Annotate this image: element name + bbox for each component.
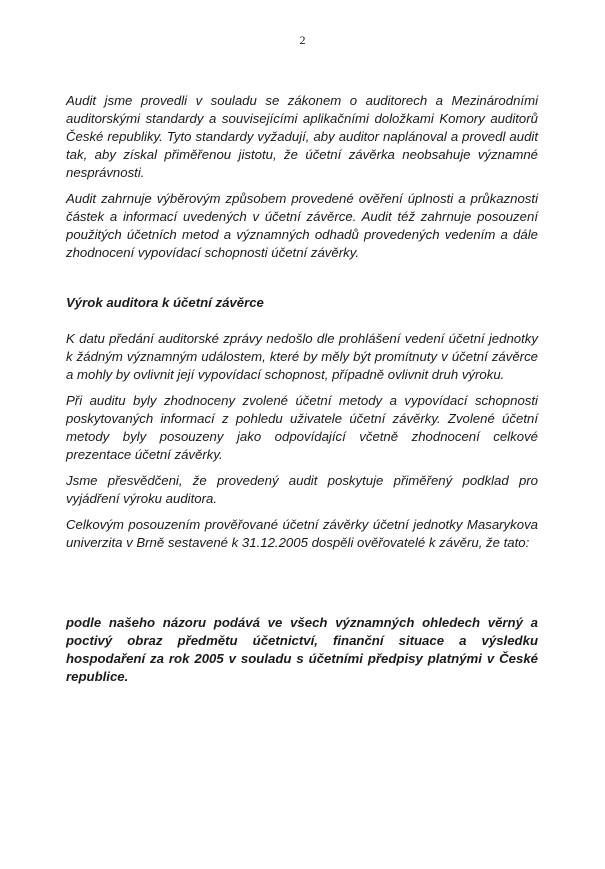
paragraph-accounting-methods: Při auditu byly zhodnoceny zvolené účetní metody a vypovídací schopnosti poskytovaných informací z pohledu uživatele účetní závěrky. Zvolené účetní metody byly posouzeny jako odpovídající včetně zhodnocení celkové prezentace účetní závěrky. <box>66 393 538 462</box>
paragraph-audit-scope: Audit zahrnuje výběrovým způsobem provedené ověření úplnosti a průkaznosti částek a informací uvedených v účetní závěrce. Audit též zahrnuje posouzení použitých účetních metod a významných odhadů provedených vedením a dále zhodnocení vypovídací schopnosti účetní závěrky. <box>66 191 538 260</box>
page-number: 2 <box>299 33 306 47</box>
paragraph-reasonable-basis: Jsme přesvědčeni, že provedený audit poskytuje přiměřený podklad pro vyjádření výroku auditora. <box>66 473 538 506</box>
audit-conclusion: podle našeho názoru podává ve všech významných ohledech věrný a poctivý obraz předmětu účetnictví, finanční situace a výsledku hospodaření za rok 2005 v souladu s účetními předpisy platnými v České republice. <box>66 615 538 684</box>
paragraph-overall-assessment: Celkovým posouzením prověřované účetní závěrky účetní jednotky Masarykova univerzita v Brně sestavené k 31.12.2005 dospěli ověřovatelé k závěru, že tato: <box>66 517 538 550</box>
section-heading-auditor-opinion: Výrok auditora k účetní závěrce <box>66 295 264 310</box>
paragraph-audit-standards: Audit jsme provedli v souladu se zákonem o auditorech a Mezinárodními auditorskými standardy a souvisejícími aplikačními doložkami Komory auditorů České republiky. Tyto standardy vyžadují, aby auditor naplánoval a provedl audit tak, aby získal přiměřenou jistotu, že účetní závěrka neobsahuje významné nesprávnosti. <box>66 93 538 180</box>
paragraph-subsequent-events: K datu předání auditorské zprávy nedošlo dle prohlášení vedení účetní jednotky k žádným významným událostem, které by měly být promítnuty v účetní závěrce a mohly by ovlivnit její vypovídací schopnost, případně ovlivnit druh výroku. <box>66 331 538 382</box>
page-content <box>66 92 538 686</box>
